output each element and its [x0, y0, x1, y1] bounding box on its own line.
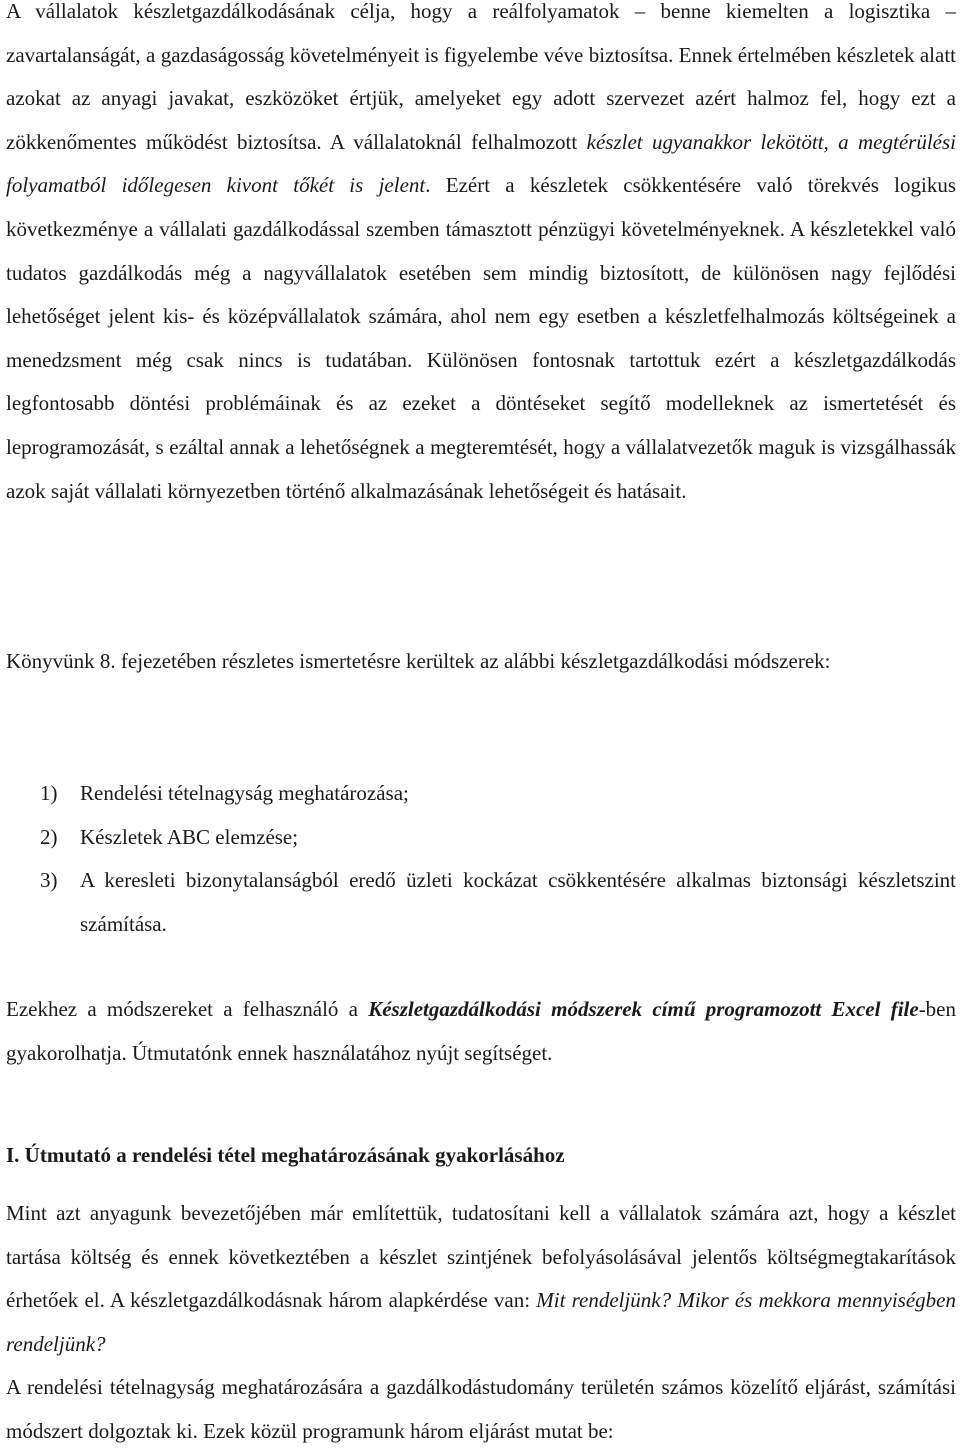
section-heading: I. Útmutató a rendelési tétel meghatározásának gyakorlásához [6, 1143, 565, 1167]
book-paragraph: Könyvünk 8. fejezetében részletes ismertetésre kerültek az alábbi készletgazdálkodási módszerek: [6, 649, 831, 673]
list-item-number: 3) [40, 868, 58, 893]
list-item-text: A keresleti bizonytalanságból eredő üzleti kockázat csökkentésére alkalmas biztonsági készletszint számítása. [80, 868, 956, 936]
list-item-text: Készletek ABC elemzése; [80, 824, 299, 849]
list-item-text: Rendelési tételnagyság meghatározása; [80, 781, 409, 805]
guide-italic-questions: Mit rendeljünk? Mikor és mekkora mennyiségben rendeljünk? [6, 1288, 956, 1356]
list-item-number: 2) [40, 824, 58, 849]
guide-text-3: A rendelési tételnagyság meghatározására a gazdálkodástudomány területén számos közelítő eljárást, számítási módszert dolgoztak ki. Ezek közül programunk három eljárást mutat be: [6, 1375, 956, 1443]
methods-list [6, 772, 956, 946]
intro-text-3: . Ezért a készletek csökkentésére való törekvés logikus következménye a vállalati gazdálkodással szemben támasztott pénzügyi követelményeknek. A készletekkel való tudatos gazdálkodás még a nagyvállalatok esetében sem mindig biztosított, de különösen nagy fejlődési lehetőséget jelent kis- és középvállalatok számára, ahol nem egy esetben a készletfelhalmozás költségeinek a menedzsment még csak nincs is tudatában. Különösen fontosnak tartottuk ezért a készletgazdálkodás legfontosabb döntési problémáinak és az ezeket a döntéseket segítő modelleknek az ismertetését és leprogramozását, s ezáltal annak a lehetőségnek a megteremtését, hogy a vállalatvezetők maguk is vizsgálhassák azok saját vállalati környezetben történő alkalmazásának lehetőségeit és hatásait. [6, 173, 956, 503]
list-item [6, 859, 956, 946]
guide-text-1: Mint azt anyagunk bevezetőjében már említettük, tudatosítani kell a vállalatok számára azt, hogy a készlet tartása költség és ennek következtében a készlet szintjének befolyásolásával jelentős költségmegtakarítások érhetőek el. A készletgazdálkodásnak három alapkérdése van: [6, 1201, 956, 1313]
excel-paragraph [6, 988, 956, 1075]
intro-italic-text: készlet ugyanakkor lekötött, a megtérülési folyamatból időlegesen kivont tőkét is jelent [6, 129, 956, 198]
intro-text-1: A vállalatok készletgazdálkodásának célja, hogy a reálfolyamatok – benne kiemelten a logisztika –zavartalanságát, a gazdaságosság követelményeit is figyelembe véve biztosítsa. Ennek értelmében készletek alatt azokat az anyagi javakat, eszközöket értjük, amelyeket egy adott szervezet azért halmoz fel, hogy ezt a zökkenőmentes működést biztosítsa. A vállalatoknál felhalmozott [6, 0, 956, 154]
intro-paragraph [6, 0, 956, 513]
list-item [6, 816, 956, 860]
excel-text-3: -ben gyakorolhatja. Útmutatónk ennek használatához nyújt segítséget. [6, 997, 957, 1065]
excel-file-title: Készletgazdálkodási módszerek című programozott Excel file [368, 997, 919, 1021]
guide-paragraph [6, 1192, 956, 1454]
list-item-number: 1) [40, 781, 58, 805]
excel-text-1: Ezekhez a módszereket a felhasználó a [6, 997, 369, 1021]
list-item [6, 772, 956, 816]
